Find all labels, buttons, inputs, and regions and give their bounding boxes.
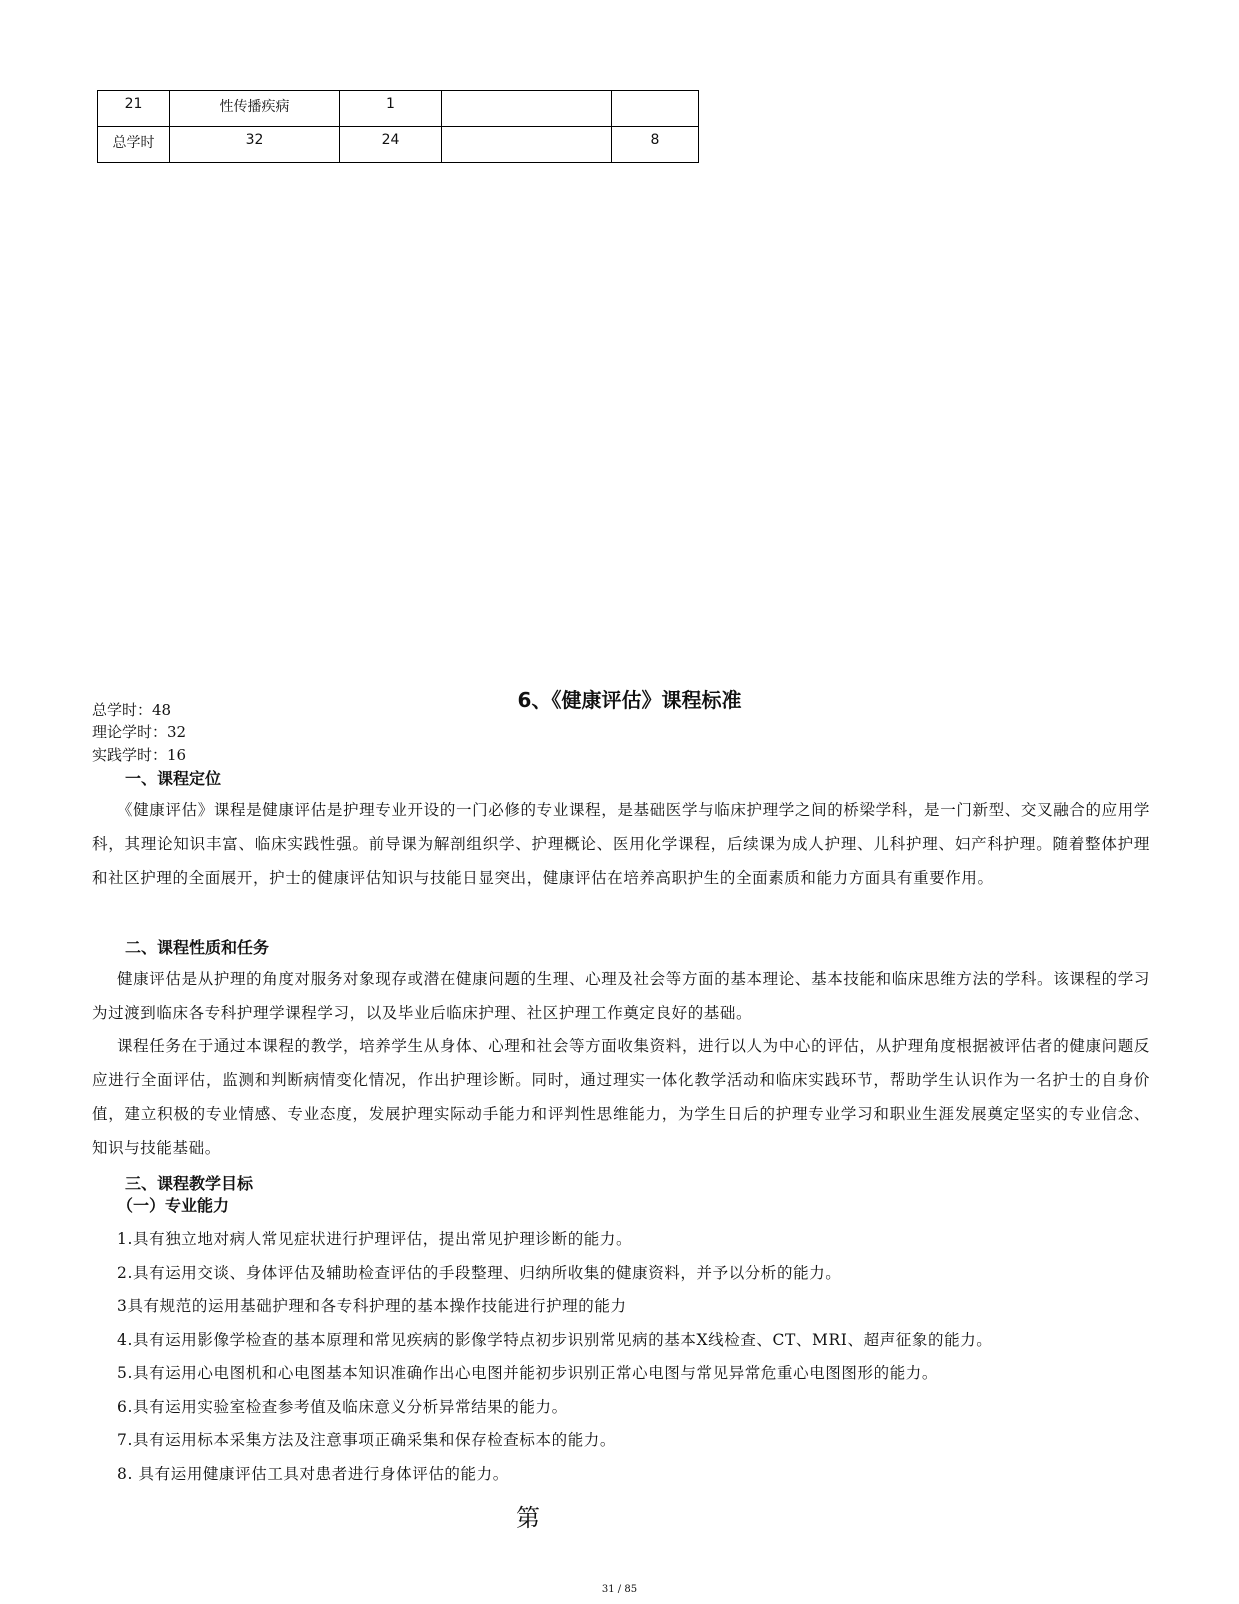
table-cell: 24 xyxy=(340,127,442,163)
heading-course-positioning: 一、课程定位 xyxy=(125,769,222,788)
list-item: 1.具有独立地对病人常见症状进行护理评估，提出常见护理诊断的能力。 xyxy=(117,1230,633,1248)
table-cell: 21 xyxy=(98,91,170,127)
heading-teaching-goals: 三、课程教学目标 xyxy=(125,1174,254,1193)
practice-hours: 实践学时：16 xyxy=(92,746,187,764)
table-cell: 8 xyxy=(612,127,699,163)
table-cell xyxy=(442,127,612,163)
heading-course-nature: 二、课程性质和任务 xyxy=(125,938,270,957)
table-cell xyxy=(612,91,699,127)
paragraph-course-tasks: 课程任务在于通过本课程的教学，培养学生从身体、心理和社会等方面收集资料，进行以人为中心的评估，从护理角度根据被评估者的健康问题反应进行全面评估，监测和判断病情变化情况，作出护理诊断。同时，通过理实一体化教学活动和临床实践环节，帮助学生认识作为一名护士的自身价值，建立积极的专业情感、专业态度，发展护理实际动手能力和评判性思维能力，为学生日后的护理专业学习和职业生涯发展奠定坚实的专业信念、知识与技能基础。 xyxy=(92,1037,1150,1157)
list-item: 5.具有运用心电图机和心电图基本知识准确作出心电图并能初步识别正常心电图与常见异常危重心电图图形的能力。 xyxy=(117,1364,938,1382)
total-hours: 总学时：48 xyxy=(92,701,172,719)
footer-char: 第 xyxy=(516,1504,540,1532)
table-cell: 总学时 xyxy=(98,127,170,163)
theory-hours: 理论学时：32 xyxy=(92,723,187,741)
list-item: 2.具有运用交谈、身体评估及辅助检查评估的手段整理、归纳所收集的健康资料，并予以分析的能力。 xyxy=(117,1264,842,1282)
table-cell: 1 xyxy=(340,91,442,127)
table-cell xyxy=(442,91,612,127)
subheading-professional-ability: （一）专业能力 xyxy=(117,1196,230,1215)
table-row xyxy=(98,91,699,127)
list-item: 7.具有运用标本采集方法及注意事项正确采集和保存检查标本的能力。 xyxy=(117,1431,616,1449)
paragraph-course-positioning: 《健康评估》课程是健康评估是护理专业开设的一门必修的专业课程，是基础医学与临床护理学之间的桥梁学科，是一门新型、交叉融合的应用学科，其理论知识丰富、临床实践性强。前导课为解剖组织学、护理概论、医用化学课程，后续课为成人护理、儿科护理、妇产科护理。随着整体护理和社区护理的全面展开，护士的健康评估知识与技能日显突出，健康评估在培养高职护生的全面素质和能力方面具有重要作用。 xyxy=(92,801,1150,887)
paragraph-course-nature: 健康评估是从护理的角度对服务对象现存或潜在健康问题的生理、心理及社会等方面的基本理论、基本技能和临床思维方法的学科。该课程的学习为过渡到临床各专科护理学课程学习，以及毕业后临床护理、社区护理工作奠定良好的基础。 xyxy=(92,970,1150,1022)
list-item: 6.具有运用实验室检查参考值及临床意义分析异常结果的能力。 xyxy=(117,1398,568,1416)
hours-table xyxy=(97,90,699,163)
table-cell: 32 xyxy=(170,127,340,163)
list-item: 3具有规范的运用基础护理和各专科护理的基本操作技能进行护理的能力 xyxy=(117,1297,627,1315)
page-number: 31 / 85 xyxy=(601,1584,638,1595)
list-item: 8. 具有运用健康评估工具对患者进行身体评估的能力。 xyxy=(117,1465,509,1483)
table-cell: 性传播疾病 xyxy=(170,91,340,127)
list-item: 4.具有运用影像学检查的基本原理和常见疾病的影像学特点初步识别常见病的基本X线检查、CT、MRI、超声征象的能力。 xyxy=(117,1331,993,1349)
table-row xyxy=(98,127,699,163)
section-title: 6、《健康评估》课程标准 xyxy=(517,688,742,712)
